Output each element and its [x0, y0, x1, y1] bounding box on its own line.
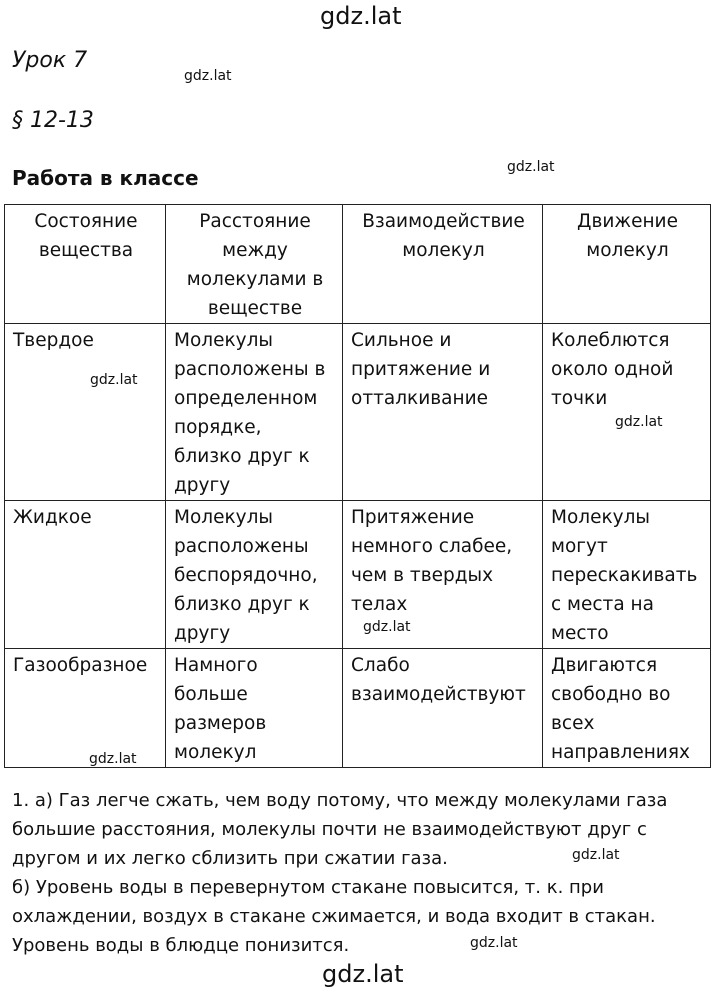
cell-line: молекул [586, 240, 669, 261]
table-row [5, 501, 711, 649]
table-cell [5, 649, 166, 768]
cell-line: Взаимодействие [362, 211, 525, 232]
states-table [4, 204, 711, 768]
table-row [5, 649, 711, 768]
watermark: gdz.lat [184, 68, 232, 84]
watermark: gdz.lat [360, 619, 414, 635]
cell-line: Колеблются [551, 330, 670, 351]
cell-line: Твердое [13, 330, 94, 351]
cell-line: Сильное и [351, 330, 452, 351]
cell-line: другу [174, 623, 231, 644]
cell-line: перескакивать [551, 565, 698, 586]
table-row [5, 324, 711, 501]
cell-line: беспорядочно, [174, 565, 318, 586]
watermark-bottom: gdz.lat [322, 960, 404, 988]
cell-line: место [551, 623, 609, 644]
cell-line: молекул [174, 742, 257, 763]
answer-line: другом и их легко сблизить при сжатии газа. [12, 848, 448, 869]
cell-line: молекулами в [186, 269, 324, 290]
watermark: gdz.lat [572, 847, 620, 863]
table-cell [543, 501, 711, 649]
watermark: gdz.lat [612, 414, 666, 430]
paragraph-number: § 12-13 [12, 108, 94, 133]
cell-line: Движение [577, 211, 678, 232]
table-cell [343, 649, 543, 768]
table-cell [5, 501, 166, 649]
cell-line: Расстояние [199, 211, 311, 232]
table-header-cell [543, 205, 711, 324]
cell-line: расположены в [174, 359, 326, 380]
cell-line: размеров [174, 713, 267, 734]
watermark: gdz.lat [87, 372, 141, 388]
cell-line: отталкивание [351, 388, 488, 409]
answer-line: Уровень воды в блюдце понизится. [12, 935, 350, 956]
cell-line: другу [174, 475, 231, 496]
lesson-title: Урок 7 [12, 48, 88, 73]
table-header-cell [343, 205, 543, 324]
table-cell [166, 501, 343, 649]
cell-line: точки [551, 388, 608, 409]
cell-line: вещества [38, 240, 134, 261]
cell-line: всех [551, 713, 595, 734]
cell-line: Двигаются [551, 655, 658, 676]
cell-line: немного слабее, [351, 536, 513, 557]
answer-line: 1. а) Газ легче сжать, чем воду потому, что между молекулами газа [12, 790, 668, 811]
cell-line: телах [351, 594, 408, 615]
cell-line: Слабо [351, 655, 410, 676]
watermark: gdz.lat [470, 935, 518, 951]
answer-line: большие расстояния, молекулы почти не взаимодействуют друг с [12, 819, 647, 840]
cell-line: молекул [402, 240, 485, 261]
cell-line: свободно во [551, 684, 671, 705]
cell-line: между [222, 240, 288, 261]
cell-line: близко друг к [174, 594, 310, 615]
cell-line: определенном [174, 388, 318, 409]
watermark: gdz.lat [507, 159, 555, 175]
cell-line: порядке, [174, 417, 262, 438]
answer-line: охлаждении, воздух в стакане сжимается, и вода входит в стакан. [12, 906, 656, 927]
cell-line: Притяжение [351, 507, 475, 528]
table-cell [166, 324, 343, 501]
table-cell [343, 324, 543, 501]
cell-line: веществе [207, 298, 303, 319]
cell-line: Жидкое [13, 507, 92, 528]
cell-line: расположены [174, 536, 309, 557]
cell-line: Намного [174, 655, 258, 676]
answer-line: б) Уровень воды в перевернутом стакане повысится, т. к. при [12, 877, 604, 898]
watermark-top: gdz.lat [320, 2, 402, 30]
answer-text [12, 786, 667, 960]
table-header-cell [166, 205, 343, 324]
table-cell [5, 324, 166, 501]
cell-line: Газообразное [13, 655, 148, 676]
table-cell [166, 649, 343, 768]
cell-line: взаимодействуют [351, 684, 526, 705]
watermark: gdz.lat [86, 751, 140, 767]
cell-line: Молекулы [174, 330, 274, 351]
cell-line: с места на [551, 594, 654, 615]
table-cell [543, 649, 711, 768]
cell-line: Молекулы [551, 507, 651, 528]
cell-line: около одной [551, 359, 674, 380]
cell-line: притяжение и [351, 359, 491, 380]
cell-line: чем в твердых [351, 565, 494, 586]
cell-line: близко друг к [174, 446, 310, 467]
section-title: Работа в классе [12, 166, 199, 190]
cell-line: больше [174, 684, 248, 705]
table-header-cell [5, 205, 166, 324]
cell-line: Молекулы [174, 507, 274, 528]
cell-line: могут [551, 536, 608, 557]
cell-line: Состояние [34, 211, 138, 232]
table-header-row [5, 205, 711, 324]
table-cell [543, 324, 711, 501]
cell-line: направлениях [551, 742, 690, 763]
